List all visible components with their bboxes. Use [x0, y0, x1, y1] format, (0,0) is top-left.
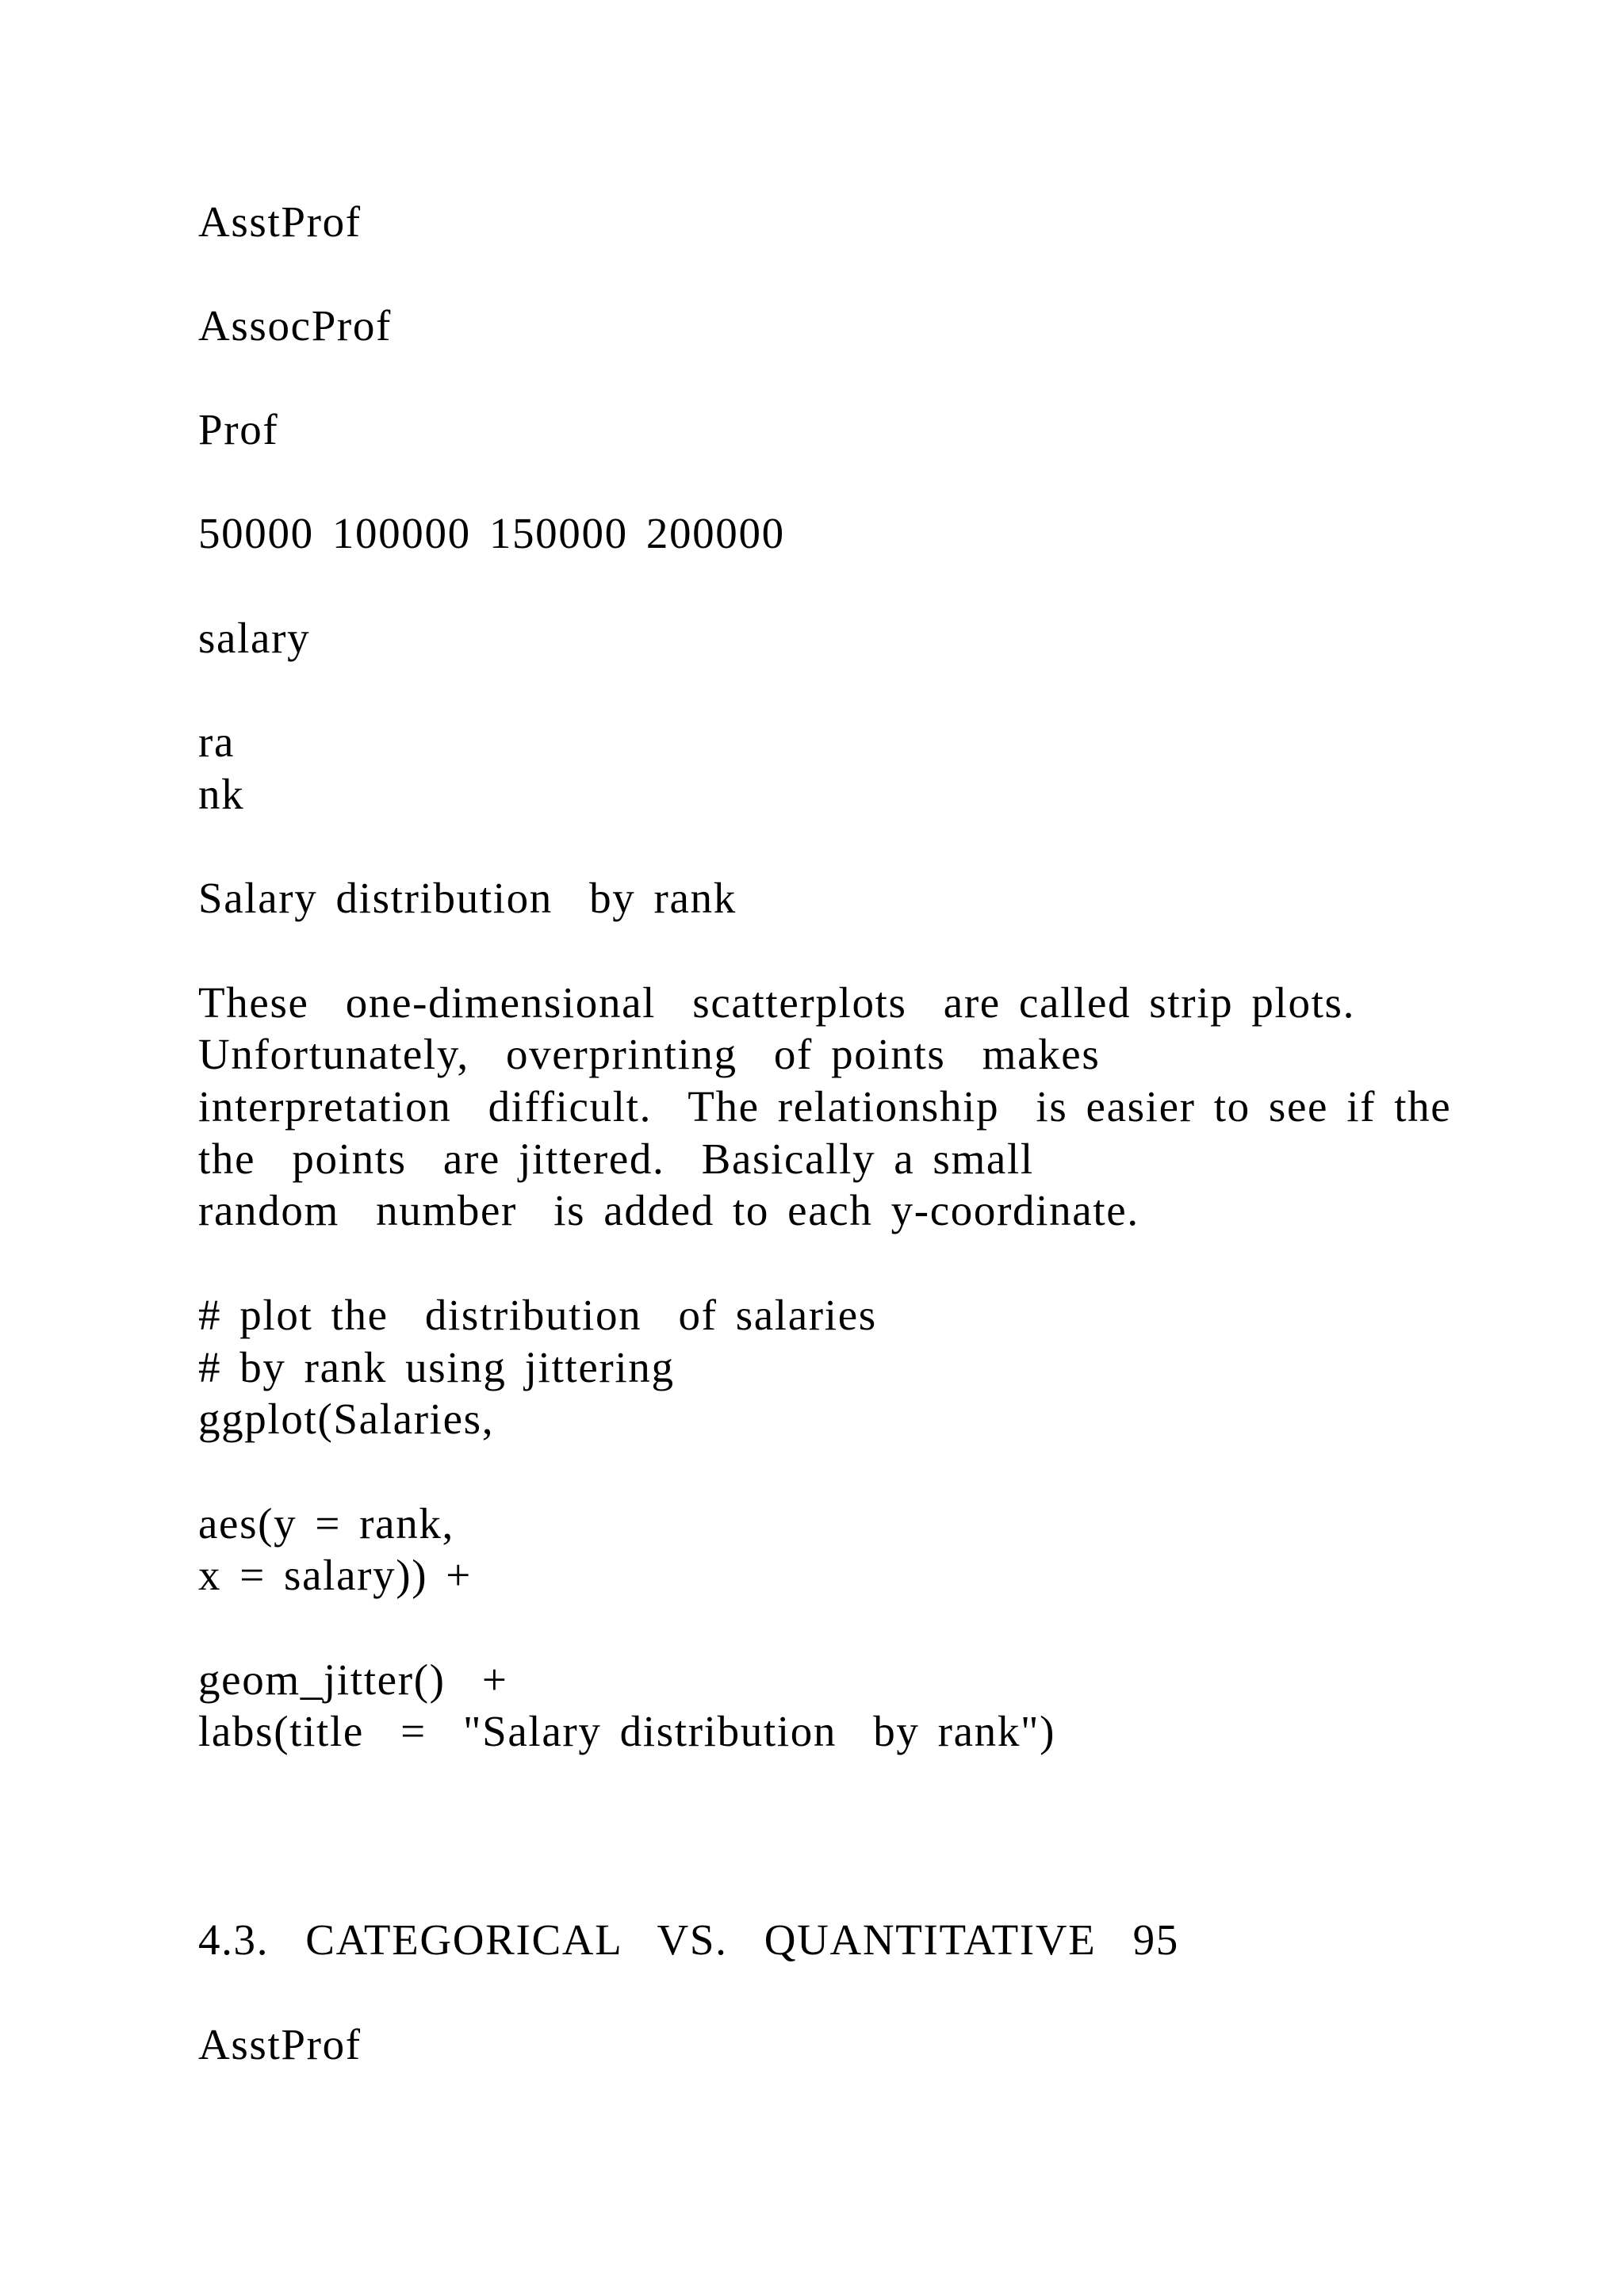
text-line: labs(title = "Salary distribution by rank")	[198, 1707, 1056, 1755]
text-line: ra	[198, 718, 236, 766]
text-line: random number is added to each y-coordinate.	[198, 1186, 1139, 1234]
text-line: AsstProf	[198, 197, 362, 246]
text-line: # by rank using jittering	[198, 1343, 675, 1391]
text-line: Unfortunately, overprinting of points makes	[198, 1030, 1101, 1078]
text-line: nk	[198, 770, 245, 818]
page-header: 4.3. CATEGORICAL VS. QUANTITATIVE 95	[198, 1915, 1179, 1964]
text-line: These one-dimensional scatterplots are called strip plots.	[198, 978, 1356, 1027]
text-line: aes(y = rank,	[198, 1499, 454, 1548]
text-line: the points are jittered. Basically a small	[198, 1135, 1034, 1183]
text-line: 50000 100000 150000 200000	[198, 509, 785, 557]
text-line: salary	[198, 614, 311, 662]
text-line: x = salary)) +	[198, 1551, 472, 1599]
text-line: AsstProf	[198, 2020, 362, 2068]
text-line: Prof	[198, 405, 279, 453]
text-line: # plot the distribution of salaries	[198, 1291, 877, 1339]
text-line: AssocProf	[198, 301, 393, 350]
text-line: geom_jitter() +	[198, 1655, 508, 1704]
text-line: ggplot(Salaries,	[198, 1395, 495, 1443]
text-line: Salary distribution by rank	[198, 874, 737, 922]
text-line: interpretation difficult. The relationship is easier to see if the	[198, 1082, 1452, 1131]
